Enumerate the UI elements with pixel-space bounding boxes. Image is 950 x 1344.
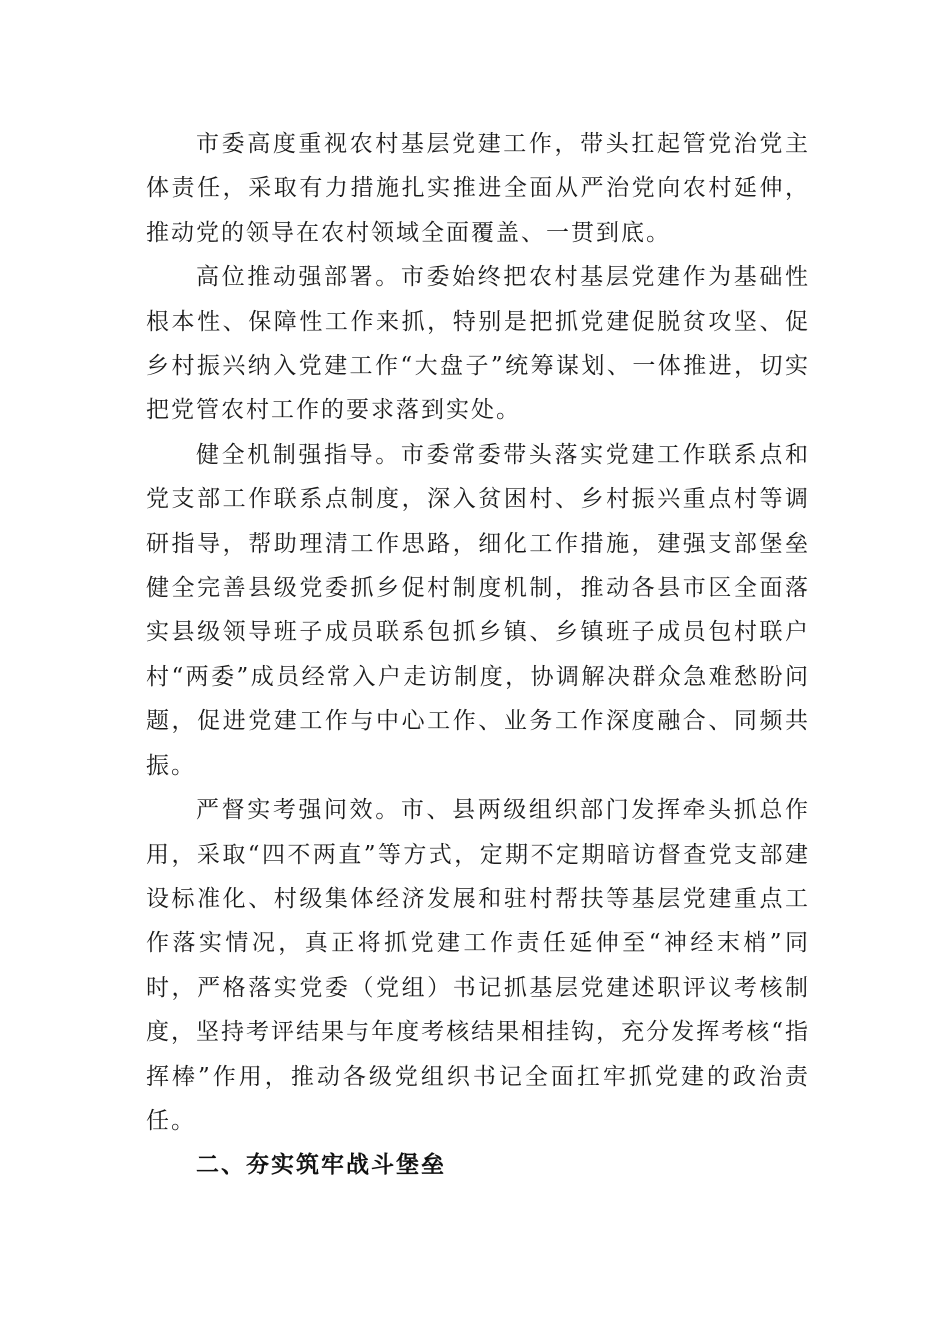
paragraph-intro: 市委高度重视农村基层党建工作，带头扛起管党治党主体责任，采取有力措施扎实推进全面从严治党向农村延伸，推动党的领导在农村领域全面覆盖、一贯到底。 (146, 131, 810, 246)
document-body (146, 122, 810, 1188)
paragraph-accountability: 严督实考强问效。市、县两级组织部门发挥牵头抓总作用，采取“四不两直”等方式，定期不定期暗访督查党支部建设标准化、村级集体经济发展和驻村帮扶等基层党建重点工作落实情况，真正将抓党建工作责任延伸至“神经末梢”同时，严格落实党委（党组）书记抓基层党建述职评议考核制度，坚持考评结果与年度考核结果相挂钩，充分发挥考核“指挥棒”作用，推动各级党组织书记全面扛牢抓党建的政治责任。 (146, 797, 810, 1134)
paragraph-deployment: 高位推动强部署。市委始终把农村基层党建作为基础性根本性、保障性工作来抓，特别是把抓党建促脱贫攻坚、促乡村振兴纳入党建工作“大盘子”统筹谋划、一体推进，切实把党管农村工作的要求落到实处。 (146, 264, 810, 424)
paragraph-guidance: 健全机制强指导。市委常委带头落实党建工作联系点和党支部工作联系点制度，深入贫困村、乡村振兴重点村等调研指导，帮助理清工作思路，细化工作措施，建强支部堡垒健全完善县级党委抓乡促村制度机制，推动各县市区全面落实县级领导班子成员联系包抓乡镇、乡镇班子成员包村联户村“两委”成员经常入户走访制度，协调解决群众急难愁盼问题，促进党建工作与中心工作、业务工作深度融合、同频共振。 (146, 441, 810, 779)
section-heading: 二、夯实筑牢战斗堡垒 (196, 1152, 446, 1179)
